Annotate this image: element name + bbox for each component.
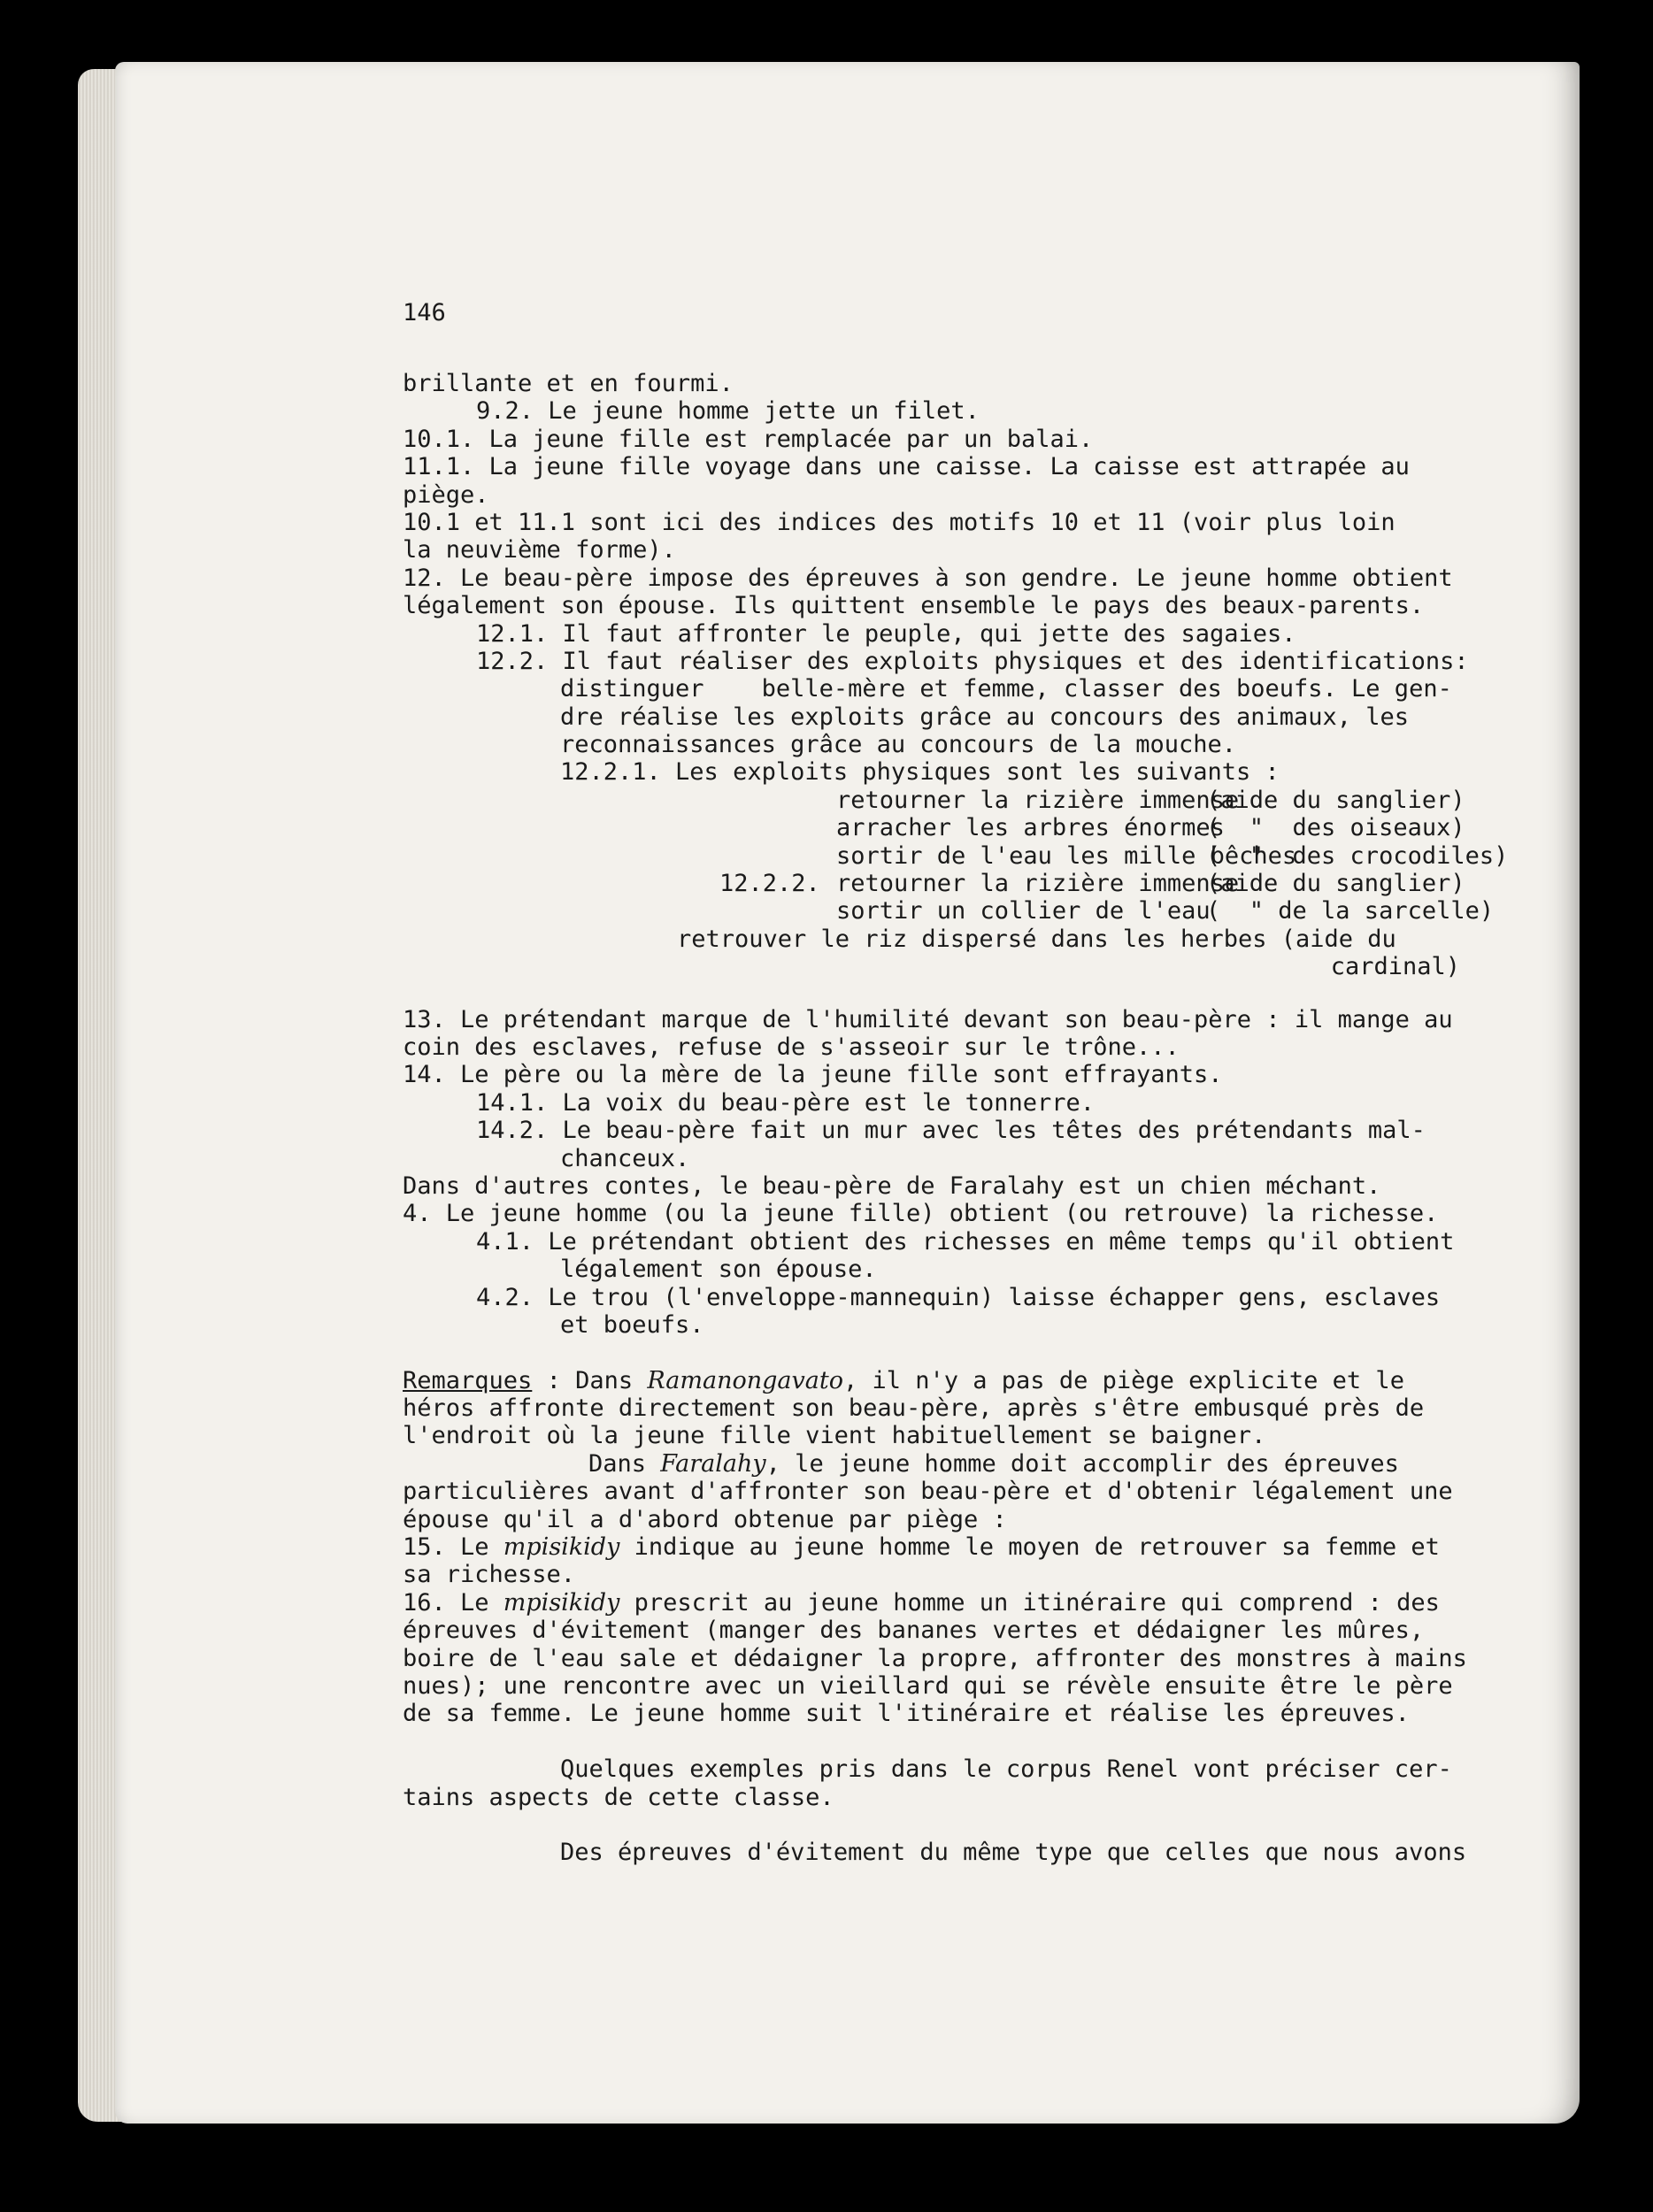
text-line: 9.2. Le jeune homme jette un filet.	[476, 397, 980, 426]
text-line: 14. Le père ou la mère de la jeune fille sont effrayants.	[403, 1061, 1223, 1089]
text-line: cardinal)	[1330, 953, 1460, 981]
exploit-helper: ( " des oiseaux)	[1206, 814, 1465, 842]
text-line: légalement son épouse. Ils quittent ensemble le pays des beaux-parents.	[403, 592, 1425, 620]
text-line: sa richesse.	[403, 1561, 576, 1589]
text-line: de sa femme. Le jeune homme suit l'itinéraire et réalise les épreuves.	[403, 1700, 1410, 1728]
text-line: distinguer belle-mère et femme, classer des boeufs. Le gen-	[560, 675, 1452, 703]
exploit-helper: ( " de la sarcelle)	[1206, 897, 1495, 926]
text-line: 11.1. La jeune fille voyage dans une caisse. La caisse est attrapée au	[403, 453, 1410, 481]
text-line: épreuves d'évitement (manger des bananes vertes et dédaigner les mûres,	[403, 1617, 1425, 1645]
remarks-heading: Remarques	[403, 1366, 533, 1394]
remarks-line	[403, 1589, 1500, 1617]
text-line: 4.2. Le trou (l'enveloppe-mannequin) laisse échapper gens, esclaves	[476, 1283, 1441, 1311]
text-span: , le jeune homme doit accomplir des épreuves	[765, 1449, 1399, 1478]
text-line: nues); une rencontre avec un vieillard qui se révèle ensuite être le père	[403, 1671, 1453, 1700]
tale-title: Faralahy	[660, 1449, 766, 1478]
text-line: la neuvième forme).	[403, 536, 676, 565]
exploit-row	[403, 841, 1509, 870]
text-line: 13. Le prétendant marque de l'humilité devant son beau-père : il mange au	[403, 1005, 1453, 1033]
exploit-number: 12.2.2.	[719, 870, 835, 898]
text-line: 4. Le jeune homme (ou la jeune fille) obtient (ou retrouve) la richesse.	[403, 1200, 1439, 1228]
text-line: tains aspects de cette classe.	[403, 1783, 834, 1811]
tale-title: Ramanongavato	[647, 1366, 843, 1394]
text-line: piège.	[403, 480, 489, 509]
text-line: 14.1. La voix du beau-père est le tonnerre.	[476, 1088, 1095, 1117]
page-number: 146	[403, 299, 446, 326]
exploit-helper: ( " des crocodiles)	[1206, 841, 1509, 870]
exploit-row	[403, 870, 1500, 897]
text-line: 12.1. Il faut affronter le peuple, qui jette des sagaies.	[476, 619, 1296, 648]
term: mpisikidy	[503, 1588, 620, 1617]
text-span: prescrit au jeune homme un itinéraire qui comprend : des	[619, 1588, 1440, 1617]
remarks-line	[403, 1533, 1500, 1561]
exploit-task: sortir un collier de l'eau	[836, 897, 1211, 926]
remarks-line	[403, 1450, 1500, 1478]
text-line: Quelques exemples pris dans le corpus Renel vont préciser cer-	[560, 1755, 1452, 1784]
text-line: Dans d'autres contes, le beau-père de Faralahy est un chien méchant.	[403, 1171, 1381, 1200]
text-line: retrouver le riz dispersé dans les herbes (aide du	[677, 925, 1396, 953]
exploit-task: sortir de l'eau les mille bêches	[836, 841, 1297, 870]
exploit-helper: (aide du sanglier)	[1206, 870, 1465, 898]
text-span: 16. Le	[403, 1588, 504, 1617]
exploit-task: retourner la rizière immense	[836, 786, 1240, 814]
text-line: 12.2.1. Les exploits physiques sont les suivants :	[560, 758, 1280, 787]
text-line: coin des esclaves, refuse de s'asseoir sur le trône...	[403, 1033, 1180, 1061]
text-line: 10.1 et 11.1 sont ici des indices des motifs 10 et 11 (voir plus loin	[403, 508, 1395, 536]
text-line: l'endroit où la jeune fille vient habituellement se baigner.	[403, 1422, 1266, 1450]
exploit-row	[403, 897, 1500, 925]
text-line: 4.1. Le prétendant obtient des richesses en même temps qu'il obtient	[476, 1227, 1455, 1256]
text-span: : Dans	[532, 1366, 648, 1394]
exploit-row	[403, 787, 1500, 814]
text-line: particulières avant d'affronter son beau-père et d'obtenir légalement une	[403, 1478, 1453, 1506]
text-line: reconnaissances grâce au concours de la mouche.	[560, 731, 1237, 759]
text-span: Dans	[588, 1449, 661, 1478]
exploit-task: retourner la rizière immense	[836, 870, 1240, 898]
text-line: 10.1. La jeune fille est remplacée par un balai.	[403, 425, 1094, 453]
text-line: 14.2. Le beau-père fait un mur avec les têtes des prétendants mal-	[476, 1117, 1426, 1145]
text-line: Des épreuves d'évitement du même type que celles que nous avons	[560, 1839, 1467, 1867]
text-line: 12.2. Il faut réaliser des exploits physiques et des identifications:	[476, 647, 1469, 675]
exploit-helper: (aide du sanglier)	[1206, 786, 1465, 814]
text-line: épouse qu'il a d'abord obtenue par piège :	[403, 1505, 1007, 1533]
text-line: dre réalise les exploits grâce au concours des animaux, les	[560, 703, 1410, 731]
remarks-line	[403, 1367, 1500, 1394]
term: mpisikidy	[503, 1533, 620, 1562]
text-line: boire de l'eau sale et dédaigner la propre, affronter des monstres à mains	[403, 1644, 1467, 1672]
text-span: 15. Le	[403, 1533, 504, 1562]
text-line: brillante et en fourmi.	[403, 370, 734, 397]
text-line: chanceux.	[560, 1144, 690, 1172]
text-line: 12. Le beau-père impose des épreuves à son gendre. Le jeune homme obtient	[403, 564, 1453, 592]
text-line: légalement son épouse.	[560, 1256, 877, 1284]
text-span: indique au jeune homme le moyen de retrouver sa femme et	[619, 1533, 1440, 1562]
page-text	[403, 370, 1509, 1867]
exploit-row	[403, 814, 1500, 841]
exploit-task: arracher les arbres énormes	[836, 814, 1225, 842]
text-line: héros affronte directement son beau-père, après s'être embusqué près de	[403, 1394, 1425, 1423]
text-line: et boeufs.	[560, 1310, 704, 1339]
text-span: , il n'y a pas de piège explicite et le	[842, 1366, 1404, 1394]
